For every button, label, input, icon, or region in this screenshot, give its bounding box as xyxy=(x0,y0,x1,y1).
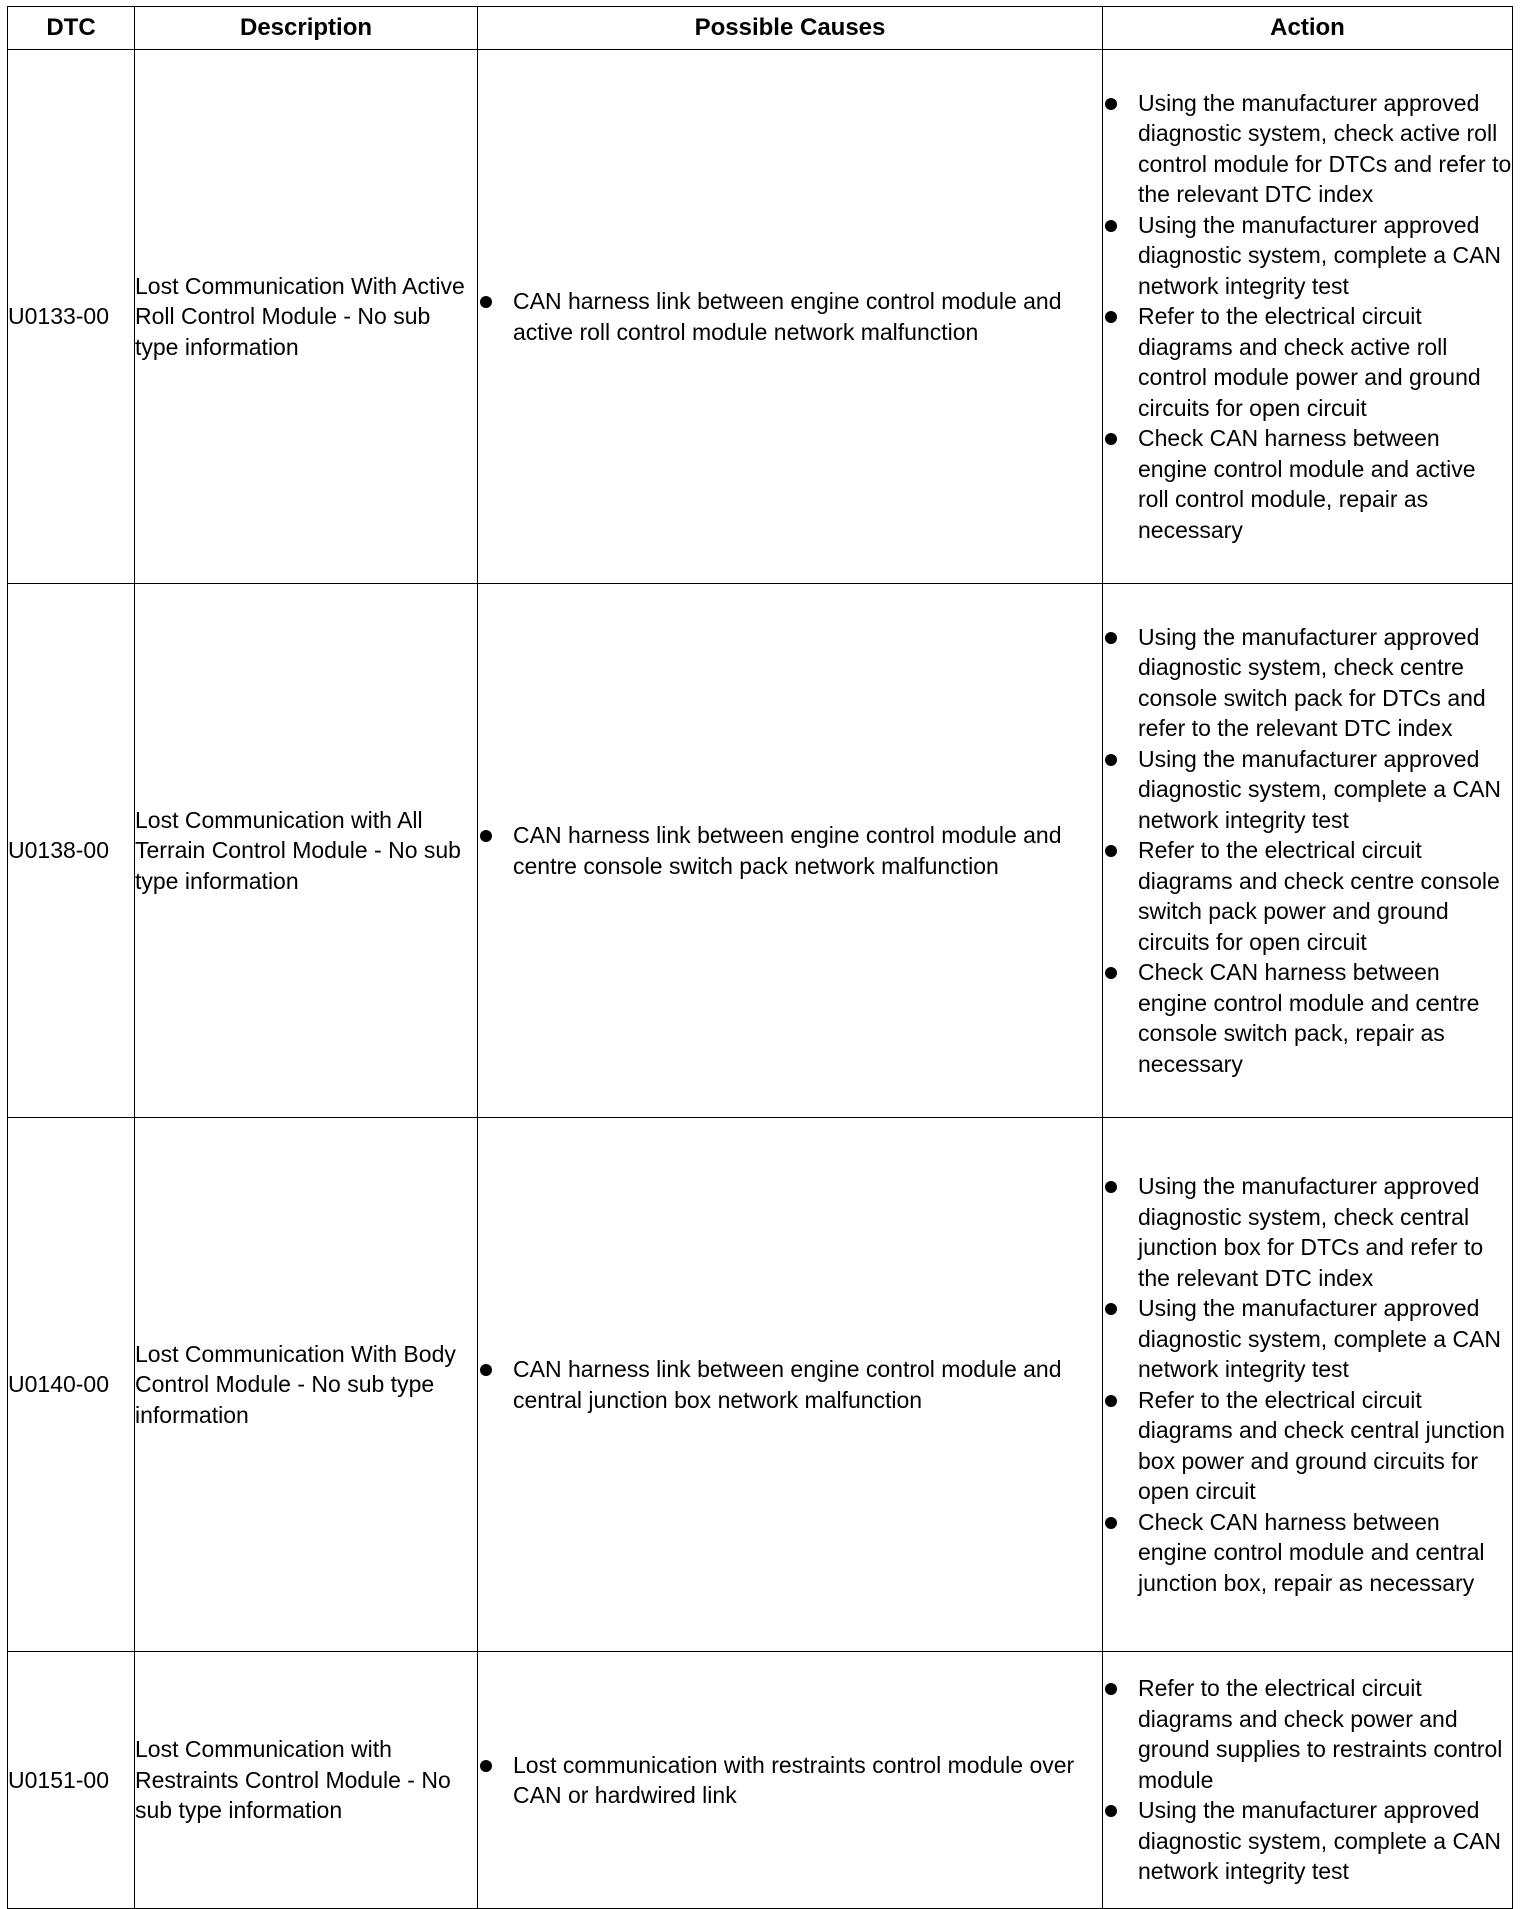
bullet-icon xyxy=(1105,967,1117,979)
action xyxy=(1103,1118,1513,1652)
table-row xyxy=(8,1118,1513,1652)
dtc-table xyxy=(7,6,1513,1909)
bullet-icon xyxy=(480,1760,492,1772)
description: Lost Communication with All Terrain Control Module - No sub type information xyxy=(135,584,478,1118)
description: Lost Communication With Active Roll Control Module - No sub type information xyxy=(135,50,478,584)
header-description: Description xyxy=(135,7,478,50)
action xyxy=(1103,584,1513,1118)
dtc-code: U0133-00 xyxy=(8,50,135,584)
bullet-icon xyxy=(1105,754,1117,766)
bullet-icon xyxy=(1105,1517,1117,1529)
action xyxy=(1103,50,1513,584)
bullet-icon xyxy=(480,296,492,308)
bullet-icon xyxy=(1105,433,1117,445)
bullet-icon xyxy=(480,830,492,842)
action-item: Using the manufacturer approved diagnostic system, complete a CAN network integrity test xyxy=(1103,1795,1512,1887)
bullet-icon xyxy=(1105,845,1117,857)
header-possible-causes: Possible Causes xyxy=(478,7,1103,50)
bullet-icon xyxy=(1105,632,1117,644)
dtc-code: U0138-00 xyxy=(8,584,135,1118)
dtc-code: U0151-00 xyxy=(8,1652,135,1909)
action xyxy=(1103,1652,1513,1909)
cause-item: CAN harness link between engine control module and active roll control module network malfunction xyxy=(478,286,1102,347)
bullet-icon xyxy=(1105,220,1117,232)
action-item: Using the manufacturer approved diagnostic system, complete a CAN network integrity test xyxy=(1103,1293,1512,1385)
action-item: Check CAN harness between engine control module and active roll control module, repair as necessary xyxy=(1103,423,1512,545)
cause-item: Lost communication with restraints control module over CAN or hardwired link xyxy=(478,1750,1102,1811)
bullet-icon xyxy=(1105,1303,1117,1315)
description: Lost Communication With Body Control Module - No sub type information xyxy=(135,1118,478,1652)
action-item: Check CAN harness between engine control module and centre console switch pack, repair as necessary xyxy=(1103,957,1512,1079)
table-row xyxy=(8,50,1513,584)
header-row xyxy=(8,7,1513,50)
bullet-icon xyxy=(1105,311,1117,323)
action-item: Refer to the electrical circuit diagrams and check power and ground supplies to restraints control module xyxy=(1103,1673,1512,1795)
bullet-icon xyxy=(1105,98,1117,110)
bullet-icon xyxy=(1105,1805,1117,1817)
action-item: Using the manufacturer approved diagnostic system, check central junction box for DTCs and refer to the relevant DTC index xyxy=(1103,1171,1512,1293)
action-item: Refer to the electrical circuit diagrams and check centre console switch pack power and ground circuits for open circuit xyxy=(1103,835,1512,957)
cause-item: CAN harness link between engine control module and central junction box network malfunction xyxy=(478,1354,1102,1415)
description: Lost Communication with Restraints Control Module - No sub type information xyxy=(135,1652,478,1909)
bullet-icon xyxy=(1105,1181,1117,1193)
bullet-icon xyxy=(1105,1395,1117,1407)
action-item: Check CAN harness between engine control module and central junction box, repair as necessary xyxy=(1103,1507,1512,1599)
dtc-code: U0140-00 xyxy=(8,1118,135,1652)
action-item: Using the manufacturer approved diagnostic system, check active roll control module for DTCs and refer to the relevant DTC index xyxy=(1103,88,1512,210)
bullet-icon xyxy=(480,1364,492,1376)
action-item: Using the manufacturer approved diagnostic system, check centre console switch pack for DTCs and refer to the relevant DTC index xyxy=(1103,622,1512,744)
header-dtc: DTC xyxy=(8,7,135,50)
cause-item: CAN harness link between engine control module and centre console switch pack network malfunction xyxy=(478,820,1102,881)
bullet-icon xyxy=(1105,1683,1117,1695)
table-row xyxy=(8,584,1513,1118)
table-row xyxy=(8,1652,1513,1909)
possible-causes xyxy=(478,584,1103,1118)
possible-causes xyxy=(478,1118,1103,1652)
possible-causes xyxy=(478,1652,1103,1909)
action-item: Refer to the electrical circuit diagrams and check active roll control module power and ground circuits for open circuit xyxy=(1103,301,1512,423)
action-item: Using the manufacturer approved diagnostic system, complete a CAN network integrity test xyxy=(1103,210,1512,302)
header-action: Action xyxy=(1103,7,1513,50)
possible-causes xyxy=(478,50,1103,584)
action-item: Refer to the electrical circuit diagrams and check central junction box power and ground circuits for open circuit xyxy=(1103,1385,1512,1507)
action-item: Using the manufacturer approved diagnostic system, complete a CAN network integrity test xyxy=(1103,744,1512,836)
